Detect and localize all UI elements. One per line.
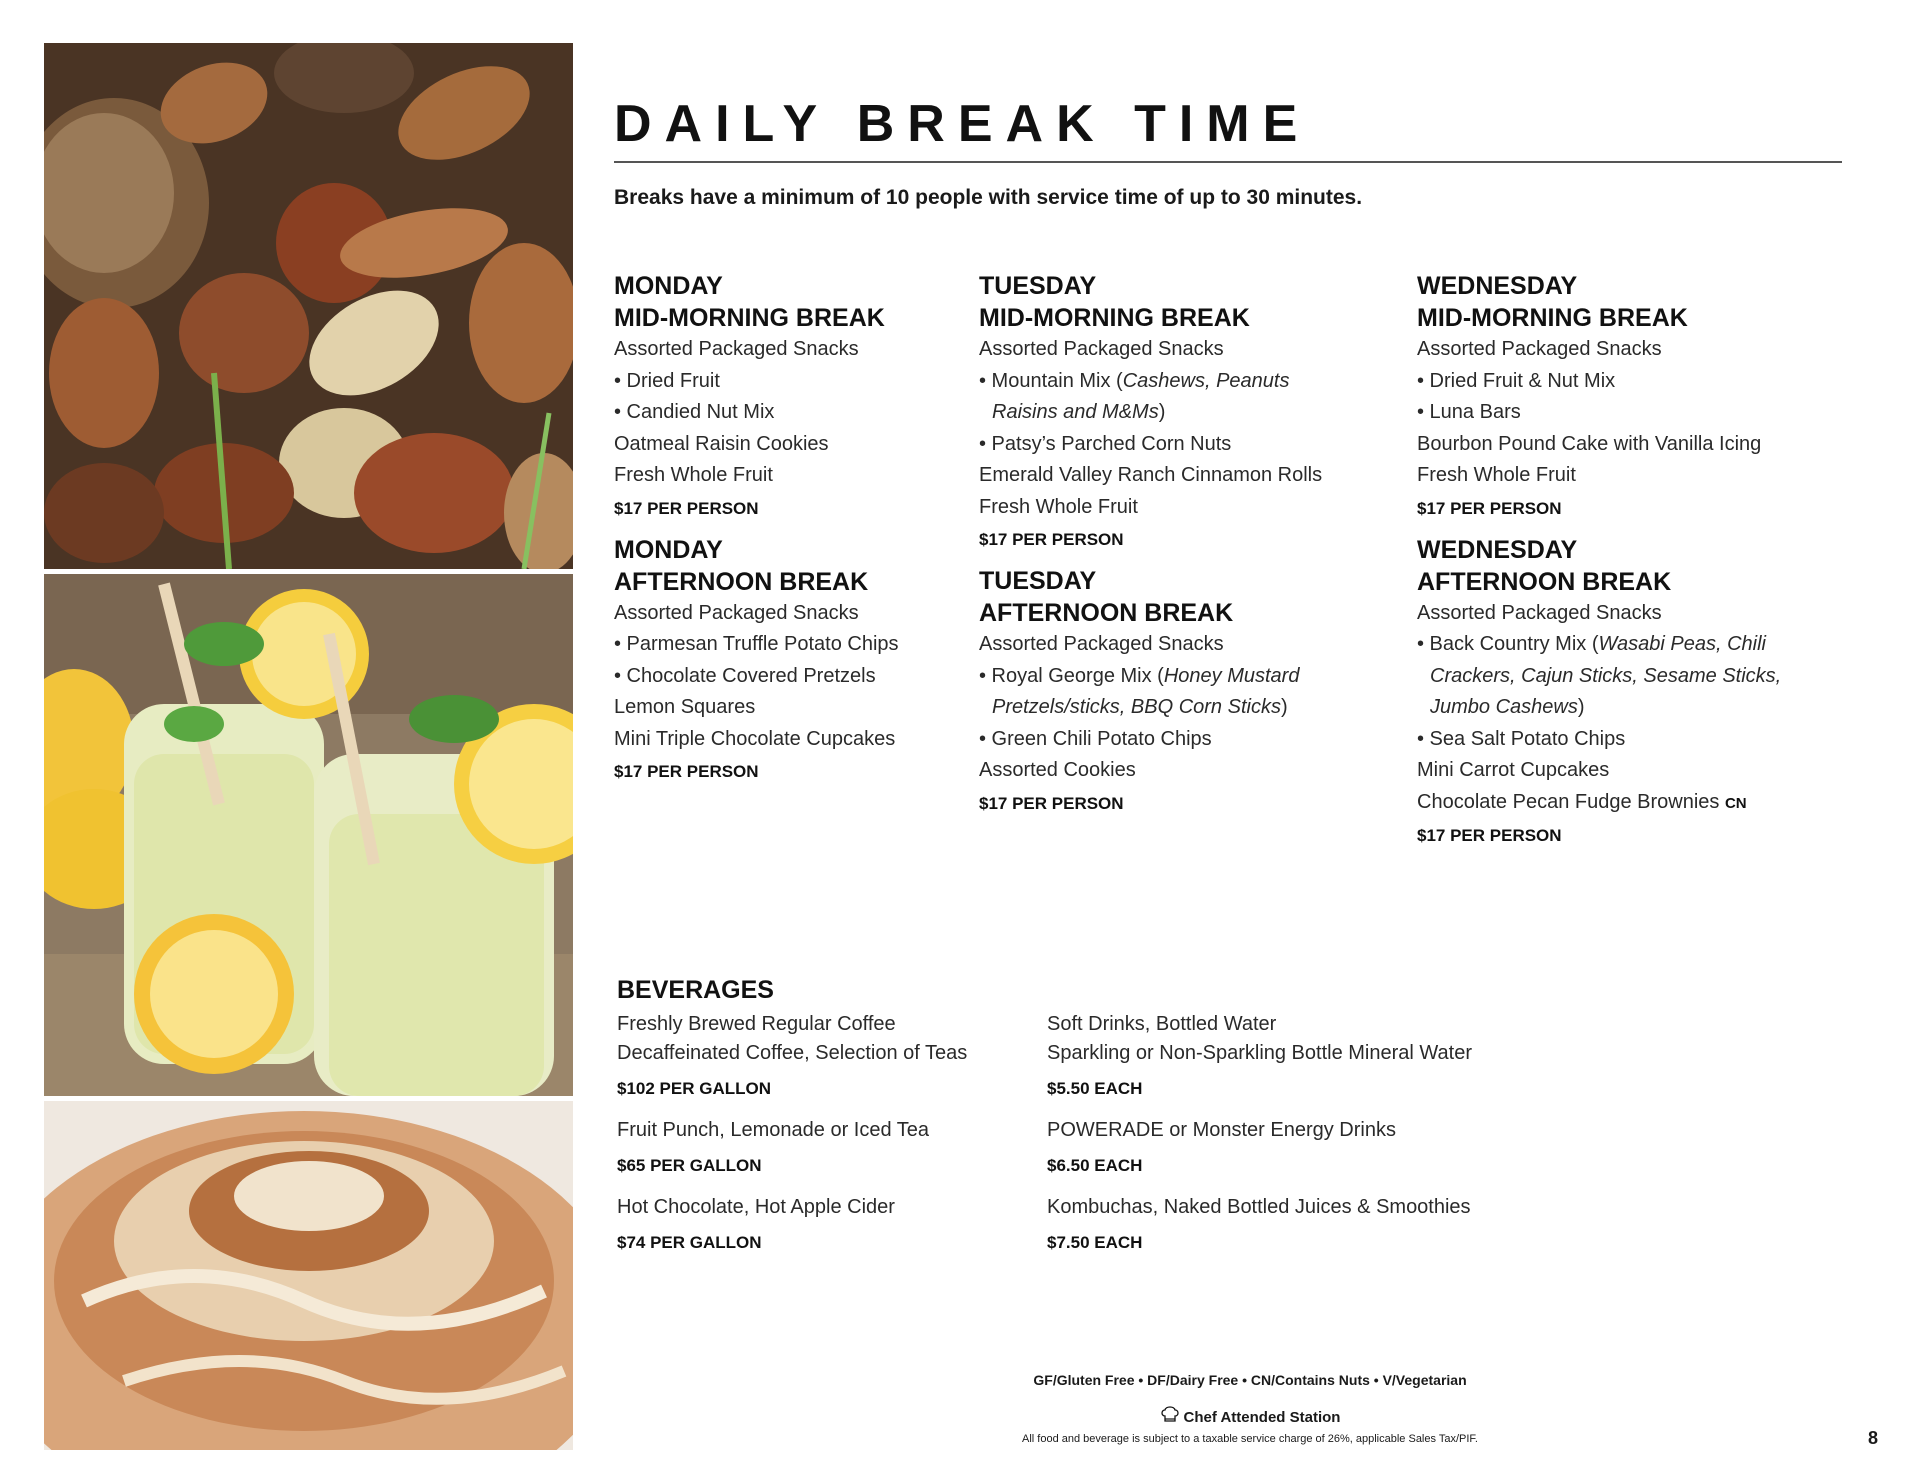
price-label: $17 PER PERSON [614,762,759,781]
section-day: TUESDAY [979,567,1097,595]
menu-item: Assorted Packaged Snacks [979,338,1224,360]
menu-item: Assorted Packaged Snacks [614,601,859,624]
section-day: MONDAY [614,535,723,564]
menu-item: • Luna Bars [1417,401,1521,423]
section-name: AFTERNOON BREAK [1417,567,1672,596]
beverage-item: Fruit Punch, Lemonade or Iced Tea [617,1119,930,1141]
price-label: $17 PER PERSON [614,498,759,518]
service-charge-note: All food and beverage is subject to a taxable service charge of 26%, applicable Sales Tax/PIF. [1022,1433,1478,1445]
menu-item-continued [1417,661,1847,693]
beverage-item: Decaffeinated Coffee, Selection of Teas [617,1042,968,1064]
menu-item: Assorted Packaged Snacks [979,633,1224,655]
beverage-item: Sparkling or Non-Sparkling Bottle Mineral Water [1047,1042,1472,1064]
menu-item [979,661,1399,693]
menu-item: Oatmeal Raisin Cookies [614,432,829,455]
item-text: • Mountain Mix ( [979,369,1123,392]
price-label: $74 PER GALLON [617,1233,762,1252]
section-name: MID-MORNING BREAK [979,304,1250,332]
menu-item: Bourbon Pound Cake with Vanilla Icing [1417,432,1762,455]
menu-item: • Chocolate Covered Pretzels [614,664,876,687]
item-detail: Cashews, Peanuts [1122,369,1290,392]
section-name: AFTERNOON BREAK [979,599,1234,627]
price-label: $65 PER GALLON [617,1156,762,1175]
menu-item: Fresh Whole Fruit [979,495,1138,518]
price-label: $5.50 EACH [1047,1079,1143,1098]
menu-item: Fresh Whole Fruit [614,464,773,486]
beverage-item: Hot Chocolate, Hot Apple Cider [617,1196,895,1218]
menu-item: Assorted Cookies [979,759,1136,781]
menu-item: • Sea Salt Potato Chips [1417,727,1626,750]
menu-item: • Green Chili Potato Chips [979,727,1212,750]
cinnamon-roll-photo [44,1101,573,1450]
section-name: MID-MORNING BREAK [1417,304,1688,332]
menu-item: Mini Triple Chocolate Cupcakes [614,727,896,750]
price-label: $17 PER PERSON [1417,498,1562,518]
menu-item: Assorted Packaged Snacks [1417,338,1662,360]
item-detail: Jumbo Cashews [1430,696,1578,718]
menu-item [1417,629,1847,661]
menu-item [1417,787,1847,820]
section-name: MID-MORNING BREAK [614,304,885,332]
tuesday-morning-section [979,270,1399,555]
item-text: Chocolate Pecan Fudge Brownies [1417,790,1720,813]
section-day: WEDNESDAY [1417,272,1578,300]
beverage-item: Freshly Brewed Regular Coffee [617,1013,896,1035]
item-text: ) [1158,401,1166,423]
menu-item: • Patsy’s Parched Corn Nuts [979,432,1232,455]
beverage-item: Kombuchas, Naked Bottled Juices & Smoothies [1047,1196,1471,1218]
contains-nuts-tag: CN [1724,794,1747,812]
menu-item: Fresh Whole Fruit [1417,464,1576,486]
item-detail: Crackers, Cajun Sticks, Sesame Sticks, [1430,664,1782,687]
price-label: $17 PER PERSON [979,793,1124,813]
menu-item-continued [979,397,1399,429]
monday-morning-section [614,270,964,524]
price-label: $102 PER GALLON [617,1079,771,1098]
tuesday-afternoon-section [979,565,1399,819]
menu-item: • Candied Nut Mix [614,401,775,423]
menu-item: • Dried Fruit [614,369,720,392]
item-text: • Royal George Mix ( [979,664,1164,687]
wednesday-column [1417,270,1847,851]
price-label: $17 PER PERSON [979,530,1124,549]
beverages-heading: BEVERAGES [617,976,774,1004]
lemonade-jars-photo [44,574,573,1096]
menu-item: Emerald Valley Ranch Cinnamon Rolls [979,464,1323,486]
beverage-item: POWERADE or Monster Energy Drinks [1047,1119,1396,1141]
menu-item-continued [1417,692,1847,724]
intro-text: Breaks have a minimum of 10 people with service time of up to 30 minutes. [614,186,1363,209]
menu-item: Assorted Packaged Snacks [1417,601,1662,624]
chef-hat-icon [1160,1406,1180,1428]
item-detail: Wasabi Peas, Chili [1598,633,1766,655]
section-name: AFTERNOON BREAK [614,567,869,596]
monday-afternoon-section [614,534,964,788]
wednesday-morning-section [1417,270,1847,524]
item-detail: Honey Mustard [1163,664,1300,687]
section-day: MONDAY [614,272,723,300]
beverages-right-column [1047,1010,1472,1270]
menu-item: Mini Carrot Cupcakes [1417,759,1610,781]
chef-station-note [900,1406,1600,1428]
beverages-left-column [617,1010,967,1270]
item-text: • Back Country Mix ( [1417,633,1599,655]
menu-item: Assorted Packaged Snacks [614,338,859,360]
mixed-nuts-photo [44,43,573,569]
item-detail: Raisins and M&Ms [992,401,1159,423]
dietary-legend: GF/Gluten Free • DF/Dairy Free • CN/Contains Nuts • V/Vegetarian [1033,1372,1467,1388]
menu-item-continued [979,692,1399,724]
item-detail: Pretzels/sticks, BBQ Corn Sticks [992,696,1281,718]
page-title: DAILY BREAK TIME [614,95,1311,153]
menu-item: • Dried Fruit & Nut Mix [1417,369,1616,392]
price-label: $7.50 EACH [1047,1233,1143,1252]
item-text: ) [1280,696,1288,718]
menu-item: Lemon Squares [614,696,756,718]
wednesday-afternoon-section [1417,534,1847,852]
menu-item [979,366,1399,398]
chef-station-label: Chef Attended Station [1183,1408,1341,1426]
menu-item: • Parmesan Truffle Potato Chips [614,633,899,655]
section-day: WEDNESDAY [1417,535,1578,564]
item-text: ) [1577,696,1585,718]
section-day: TUESDAY [979,272,1097,300]
title-divider [614,161,1842,163]
price-label: $6.50 EACH [1047,1156,1143,1175]
tuesday-column [979,270,1399,819]
price-label: $17 PER PERSON [1417,826,1562,845]
monday-column [614,270,964,787]
beverage-item: Soft Drinks, Bottled Water [1047,1013,1277,1035]
page-number: 8 [1868,1428,1879,1448]
